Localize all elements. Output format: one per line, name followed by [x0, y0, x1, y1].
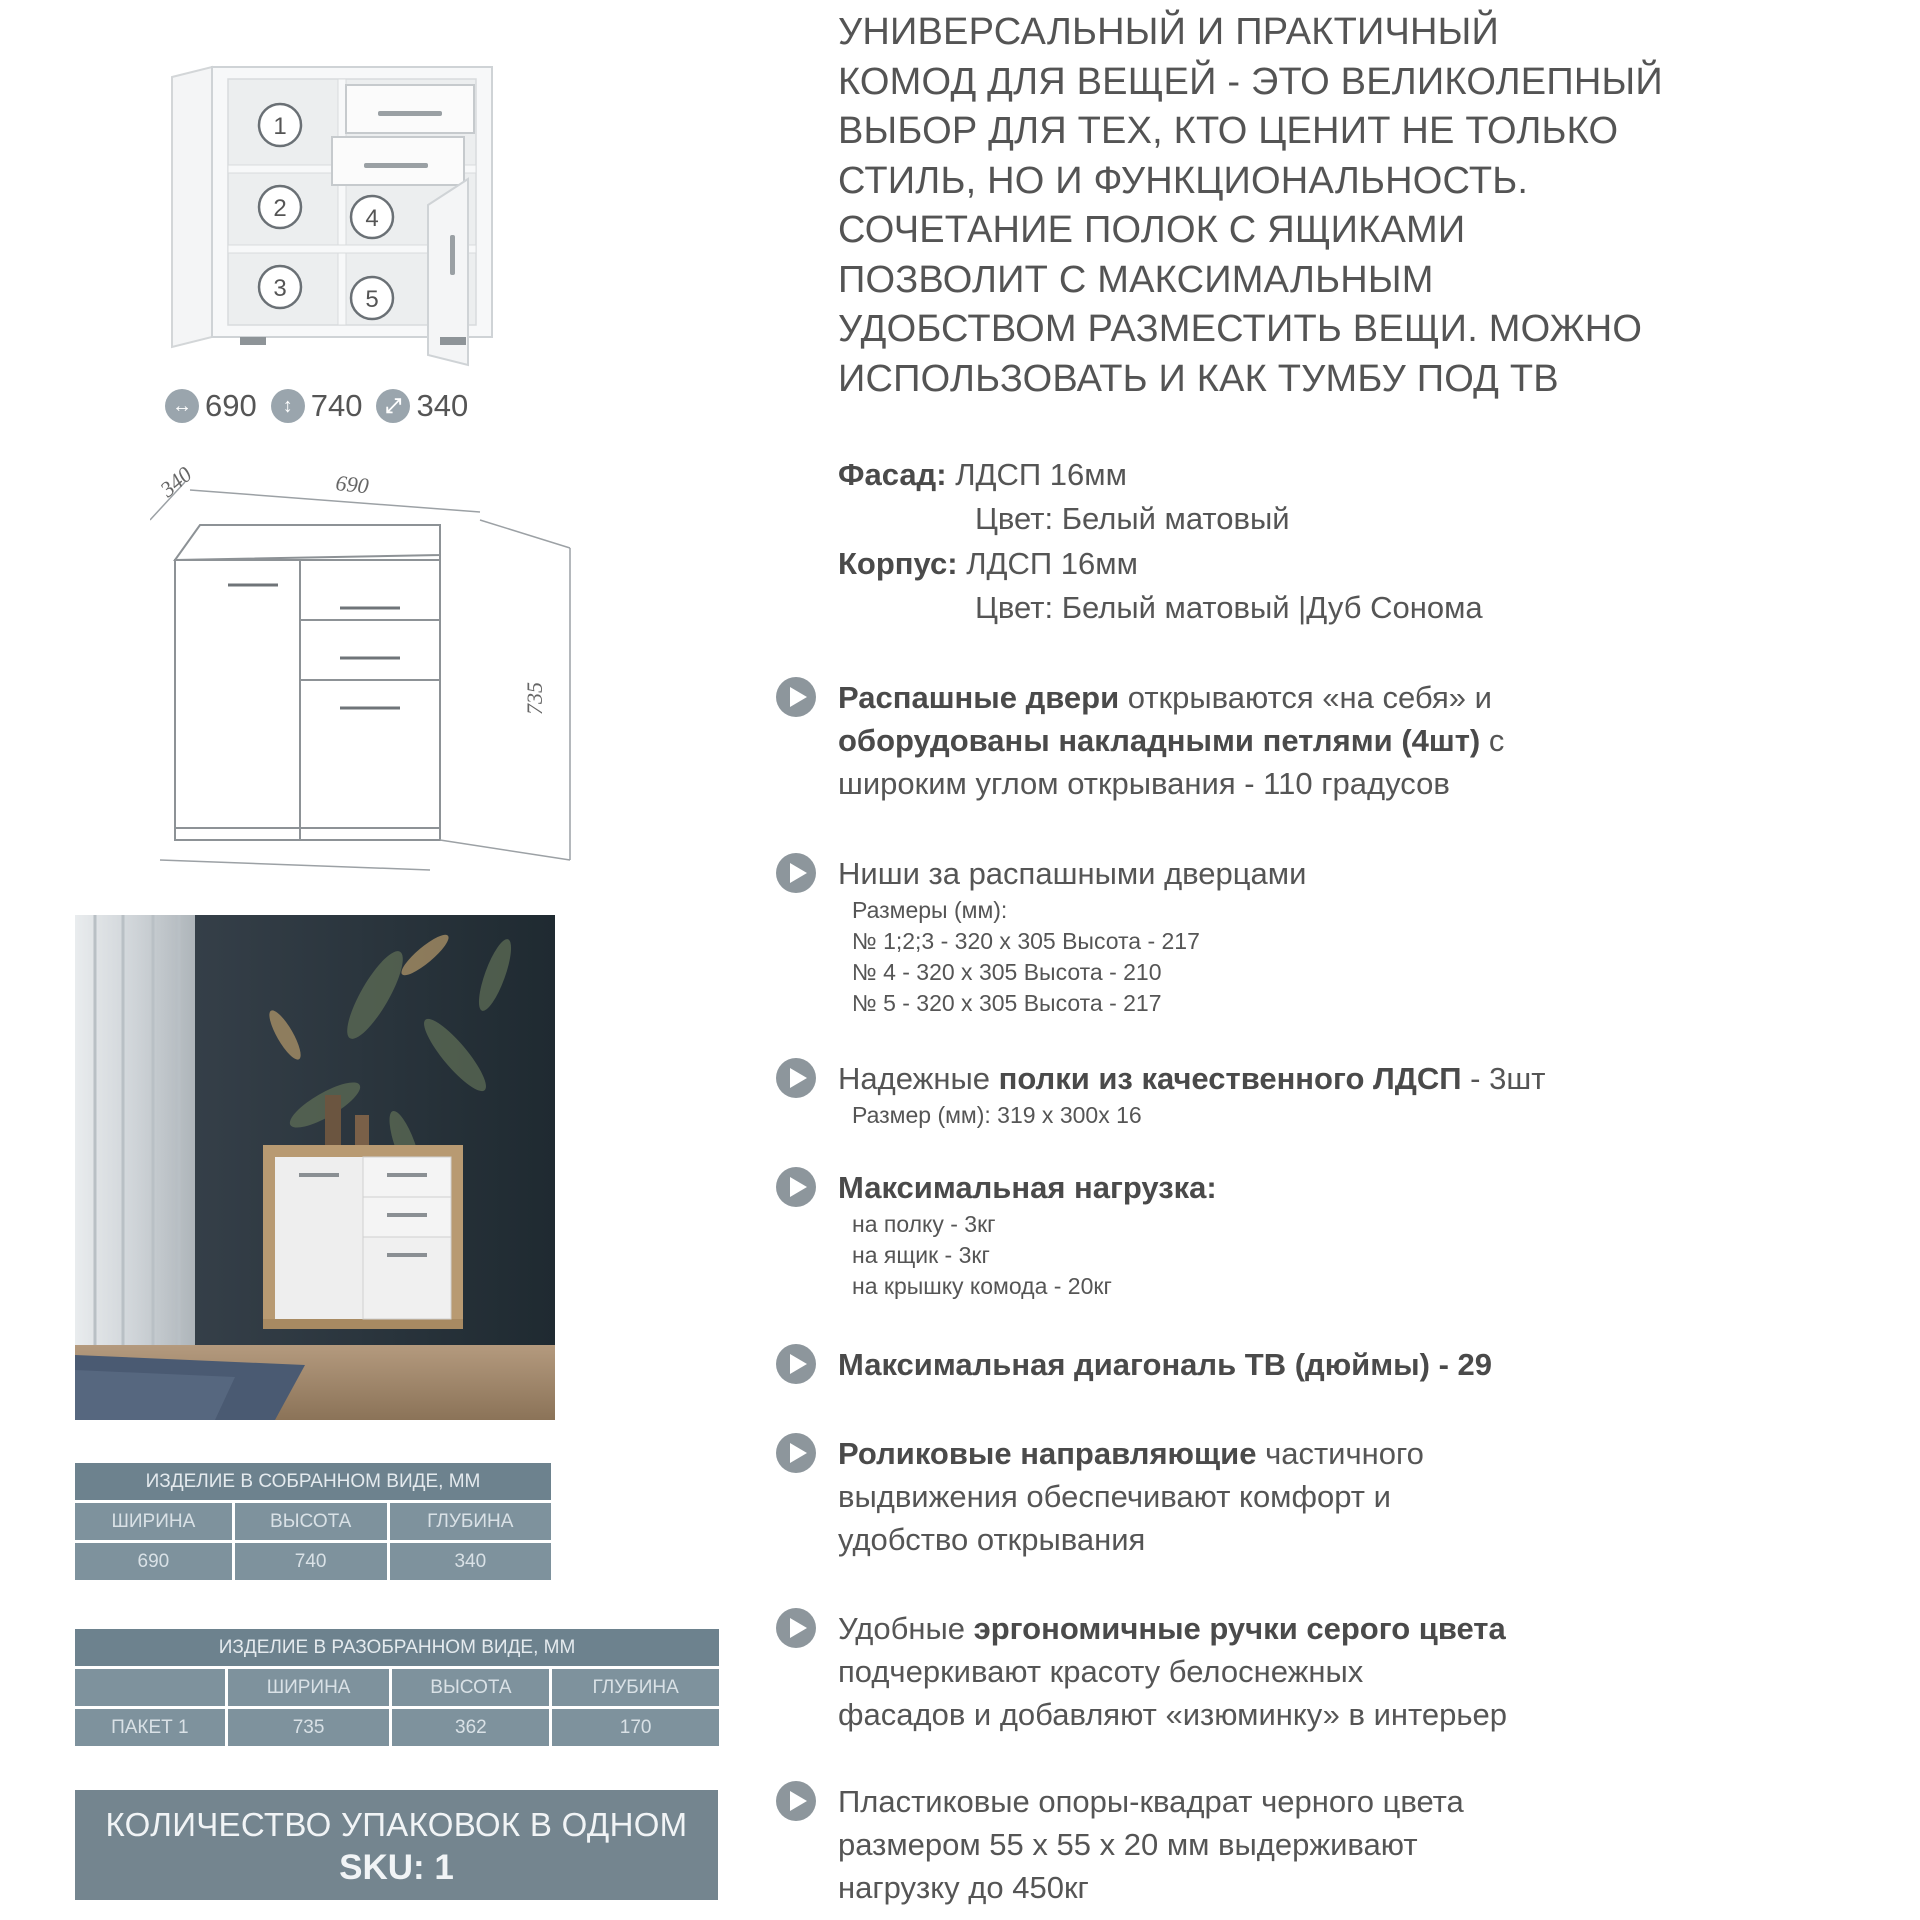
facade-material	[838, 457, 1127, 493]
table-cell: 340	[390, 1543, 551, 1580]
intro-line: УДОБСТВОМ РАЗМЕСТИТЬ ВЕЩИ. МОЖНО	[838, 308, 1643, 350]
feature-text: фасадов и добавляют «изюминку» в интерьер	[838, 1697, 1507, 1732]
depth-arrows-icon: ⤢	[376, 389, 410, 423]
width-arrows-icon: ↔	[165, 389, 199, 423]
feature-text: Надежные	[838, 1061, 999, 1096]
table-cell: 735	[228, 1709, 390, 1746]
intro-line: ВЫБОР ДЛЯ ТЕХ, КТО ЦЕНИТ НЕ ТОЛЬКО	[838, 110, 1619, 152]
intro-line: СОЧЕТАНИЕ ПОЛОК С ЯЩИКАМИ	[838, 209, 1466, 251]
table-cell: 362	[392, 1709, 549, 1746]
play-bullet-icon	[775, 1780, 817, 1822]
height-value: 740	[310, 388, 363, 423]
width-value: 690	[205, 388, 257, 423]
svg-text:5: 5	[365, 286, 379, 313]
feature-subtext: Размер (мм): 319 x 300x 16	[852, 1102, 1142, 1128]
table-header-cell: ГЛУБИНА	[552, 1669, 719, 1706]
compartment-number-5	[351, 277, 393, 319]
table-header-cell: ГЛУБИНА	[390, 1503, 551, 1540]
table-header-cell: ШИРИНА	[75, 1503, 232, 1540]
facade-color: Цвет: Белый матовый	[975, 501, 1290, 536]
play-bullet-icon	[775, 1057, 817, 1099]
body-color: Цвет: Белый матовый |Дуб Сонома	[975, 590, 1483, 625]
feature-text: - 3шт	[1461, 1061, 1546, 1096]
disassembled-table-title: ИЗДЕЛИЕ В РАЗОБРАННОМ ВИДЕ, ММ	[75, 1629, 719, 1666]
feature-text: Ниши за распашными дверцами	[838, 856, 1307, 891]
svg-text:1: 1	[273, 113, 287, 140]
feature-text: удобство открывания	[838, 1522, 1146, 1557]
facade-value: ЛДСП 16мм	[955, 457, 1127, 492]
feature-bold: Распашные двери	[838, 680, 1120, 715]
feature-subtext: на ящик - 3кг	[852, 1242, 990, 1268]
feature-bold: Максимальная диагональ ТВ (дюймы) - 29	[838, 1347, 1492, 1382]
table-row-label: ПАКЕТ 1	[75, 1709, 225, 1746]
package-count-box	[75, 1790, 718, 1900]
feature-text: выдвижения обеспечивают комфорт и	[838, 1479, 1391, 1514]
play-bullet-icon	[775, 1166, 817, 1208]
feature-bold: эргономичные ручки серого цвета	[973, 1611, 1506, 1646]
compartment-number-4	[351, 196, 393, 238]
feature-text: Пластиковые опоры-квадрат черного цвета	[838, 1784, 1464, 1819]
feature-text: открываются «на себя» и	[1119, 680, 1492, 715]
feature-bold: Роликовые направляющие	[838, 1436, 1257, 1471]
dimensions-row	[165, 388, 476, 424]
feature-bold: полки из качественного ЛДСП	[998, 1061, 1462, 1096]
compartment-number-3	[259, 266, 301, 308]
feature-text: с	[1480, 723, 1505, 758]
svg-text:2: 2	[273, 195, 287, 222]
table-header-cell: ВЫСОТА	[235, 1503, 387, 1540]
play-bullet-icon	[775, 1432, 817, 1474]
svg-text:3: 3	[273, 275, 287, 302]
table-cell: 170	[552, 1709, 719, 1746]
feature-text: широким углом открывания - 110 градусов	[838, 766, 1450, 801]
assembled-dimensions-table	[72, 1460, 554, 1583]
body-material	[838, 546, 1138, 582]
table-header-cell: ШИРИНА	[228, 1669, 390, 1706]
feature-subtext: № 4 - 320 x 305 Высота - 210	[852, 959, 1162, 985]
feature-text: Удобные	[838, 1611, 974, 1646]
feature-bold: оборудованы накладными петлями (4шт)	[838, 723, 1481, 758]
intro-line: УНИВЕРСАЛЬНЫЙ И ПРАКТИЧНЫЙ	[838, 11, 1500, 53]
facade-label: Фасад:	[838, 457, 947, 492]
play-bullet-icon	[775, 676, 817, 718]
feature-subtext: на крышку комода - 20кг	[852, 1273, 1112, 1299]
depth-dimension-label: 340	[155, 461, 197, 502]
play-bullet-icon	[775, 1343, 817, 1385]
package-count-label: КОЛИЧЕСТВО УПАКОВОК В ОДНОМ	[105, 1806, 688, 1843]
feature-bold: Максимальная нагрузка:	[838, 1170, 1217, 1205]
table-cell: 740	[235, 1543, 387, 1580]
intro-line: ИСПОЛЬЗОВАТЬ И КАК ТУМБУ ПОД ТВ	[838, 357, 1559, 400]
table-header-cell: ВЫСОТА	[392, 1669, 549, 1706]
table-cell: 690	[75, 1543, 232, 1580]
intro-line: ПОЗВОЛИТ С МАКСИМАЛЬНЫМ	[838, 258, 1434, 301]
feature-subtext: Размеры (мм):	[852, 897, 1008, 923]
feature-text: размером 55 x 55 x 20 мм выдерживают	[838, 1827, 1418, 1862]
interior-photo	[75, 915, 555, 1420]
intro-line: СТИЛЬ, НО И ФУНКЦИОНАЛЬНОСТЬ.	[838, 159, 1529, 202]
table-header-cell	[75, 1669, 225, 1706]
width-dimension-label: 690	[334, 470, 370, 499]
assembled-table-title: ИЗДЕЛИЕ В СОБРАННОМ ВИДЕ, ММ	[75, 1463, 551, 1500]
open-dresser-illustration	[150, 55, 510, 385]
body-label: Корпус:	[838, 546, 958, 581]
depth-value: 340	[416, 388, 469, 423]
feature-subtext: на полку - 3кг	[852, 1211, 996, 1237]
feature-subtext: № 1;2;3 - 320 x 305 Высота - 217	[852, 928, 1200, 954]
intro-line: КОМОД ДЛЯ ВЕЩЕЙ - ЭТО ВЕЛИКОЛЕПНЫЙ	[838, 60, 1663, 103]
technical-drawing	[150, 460, 590, 880]
package-count-value: SKU: 1	[339, 1848, 454, 1887]
body-value: ЛДСП 16мм	[966, 546, 1138, 581]
height-arrows-icon: ↕	[271, 389, 305, 423]
play-bullet-icon	[775, 1607, 817, 1649]
height-dimension-label: 735	[522, 682, 547, 715]
intro-description	[838, 8, 1898, 404]
compartment-number-1	[259, 104, 301, 146]
svg-text:4: 4	[365, 205, 379, 232]
feature-text: частичного	[1256, 1436, 1424, 1471]
compartment-number-2	[259, 186, 301, 228]
feature-text: нагрузку до 450кг	[838, 1870, 1089, 1905]
disassembled-dimensions-table	[72, 1626, 722, 1749]
play-bullet-icon	[775, 852, 817, 894]
feature-text: подчеркивают красоту белоснежных	[838, 1654, 1364, 1689]
feature-subtext: № 5 - 320 x 305 Высота - 217	[852, 990, 1162, 1016]
